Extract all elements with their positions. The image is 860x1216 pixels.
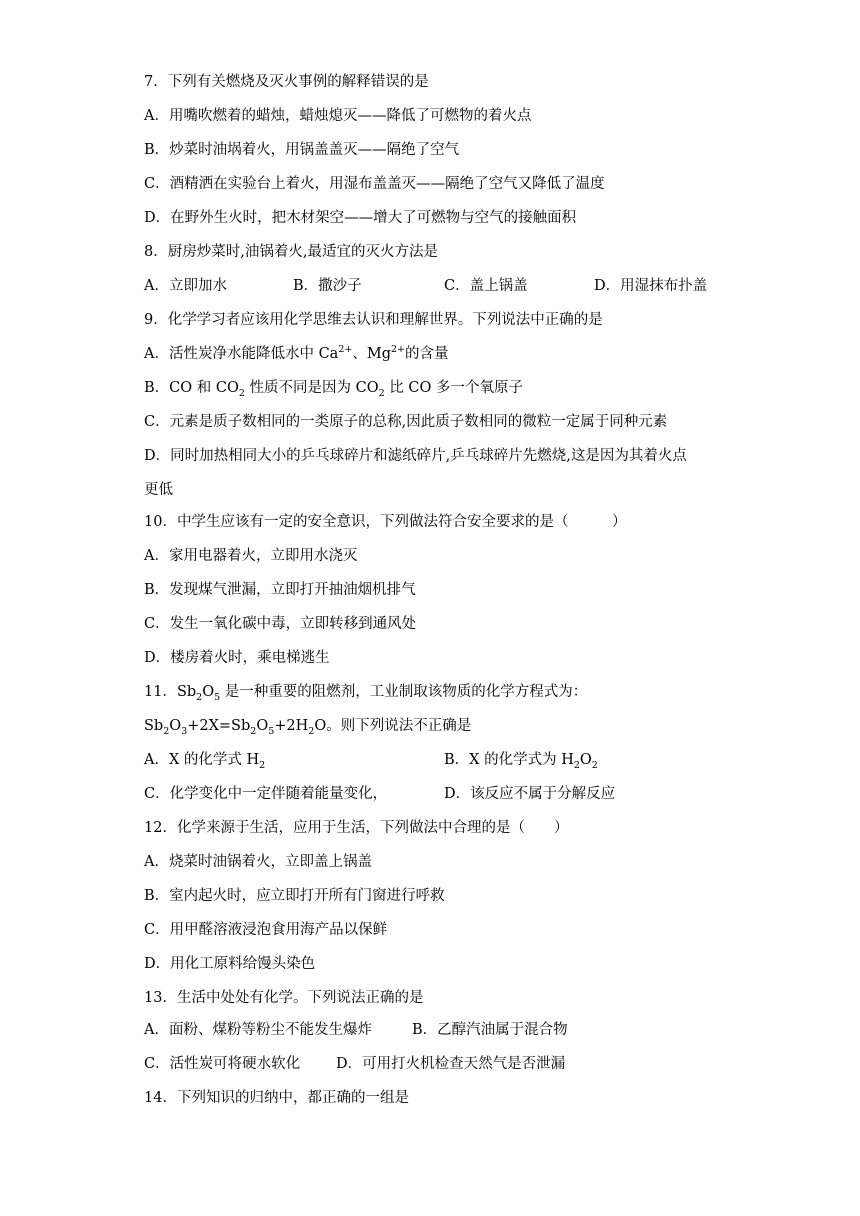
q7-option-c: C．酒精洒在实验台上着火，用湿布盖盖灭——隔绝了空气又降低了温度 [144,176,605,192]
q8-stem: 8．厨房炒菜时,油锅着火,最适宜的灭火方法是 [144,244,438,260]
q9-option-d-continued: 更低 [144,482,173,498]
q11-option-b: B．X 的化学式为 $H_2O_2$ [444,752,598,771]
q13-stem: 13．生活中处处有化学。下列说法正确的是 [144,990,424,1006]
q9-option-b: B．CO 和 $CO_2$ 性质不同是因为 $CO_2$ 比 CO 多一个氧原子 [144,380,523,399]
q12-option-b: B．室内起火时，应立即打开所有门窗进行呼救 [144,888,445,904]
q7-option-b: B．炒菜时油埚着火，用锅盖盖灭——隔绝了空气 [144,142,460,158]
q11-option-a: A．X 的化学式 $H_2$ [144,752,266,771]
q10-option-d: D．楼房着火时，乘电梯逃生 [144,650,330,666]
q11-option-d: D．该反应不属于分解反应 [444,786,616,802]
q13-option-d: D．可用打火机检查天然气是否泄漏 [336,1056,566,1072]
q14-stem: 14．下列知识的归纳中，都正确的一组是 [144,1090,409,1106]
q9-option-d: D．同时加热相同大小的乒乓球碎片和滤纸碎片,乒乓球碎片先燃烧,这是因为其着火点 [144,448,687,464]
q10-option-c: C．发生一氧化碳中毒，立即转移到通风处 [144,616,417,632]
q11-equation: $Sb_2O_3+2X=Sb_2O_5+2H_2O$。则下列说法不正确是 [144,718,472,737]
q9-stem: 9．化学学习者应该用化学思维去认识和理解世界。下列说法中正确的是 [144,312,603,328]
q7-option-d: D．在野外生火时，把木材架空——增大了可燃物与空气的接触面积 [144,210,577,226]
q7-stem: 7．下列有关燃烧及灭火事例的解释错误的是 [144,74,429,90]
q8-option-d: D．用湿抹布扑盖 [594,278,708,294]
q12-option-d: D．用化工原料给馒头染色 [144,956,316,972]
q13-option-c: C．活性炭可将硬水软化 [144,1056,301,1072]
q8-option-c: C．盖上锅盖 [444,278,528,294]
q12-option-c: C．用甲醛溶液浸泡食用海产品以保鲜 [144,922,388,938]
q10-option-b: B．发现煤气泄漏，立即打开抽油烟机排气 [144,582,416,598]
q7-option-a: A．用嘴吹燃着的蜡烛，蜡烛熄灭——降低了可燃物的着火点 [144,108,532,124]
q10-option-a: A．家用电器着火，立即用水浇灭 [144,548,358,564]
q11-option-c: C．化学变化中一定伴随着能量变化， [144,786,388,802]
q8-option-a: A．立即加水 [144,278,227,294]
q13-option-a: A．面粉、煤粉等粉尘不能发生爆炸 [144,1022,372,1038]
q8-option-b: B．撒沙子 [293,278,362,294]
q9-option-a: A．活性炭净水能降低水中 $Ca^{2+}$、$Mg^{2+}$的含量 [144,344,449,362]
q12-stem: 12．化学来源于生活，应用于生活，下列做法中合理的是（ ） [144,820,569,836]
q9-option-c: C．元素是质子数相同的一类原子的总称,因此质子数相同的微粒一定属于同种元素 [144,414,668,430]
q13-option-b: B．乙醇汽油属于混合物 [412,1022,568,1038]
q12-option-a: A．烧菜时油锅着火，立即盖上锅盖 [144,854,372,870]
q11-stem: 11．$Sb_2O_5$ 是一种重要的阻燃剂，工业制取该物质的化学方程式为： [144,684,588,703]
q10-stem: 10．中学生应该有一定的安全意识，下列做法符合安全要求的是（ ） [144,514,627,530]
